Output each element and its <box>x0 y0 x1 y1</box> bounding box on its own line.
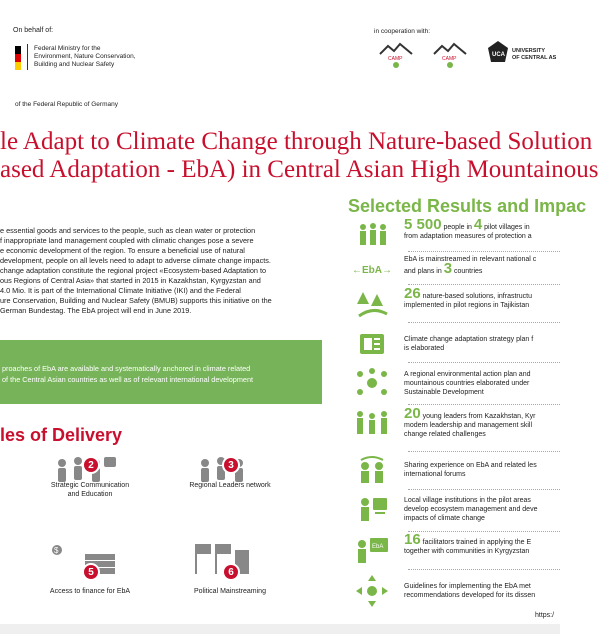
result-text: change related challenges <box>404 431 486 438</box>
result-divider <box>408 489 560 490</box>
result-item <box>350 494 560 524</box>
result-text: facilitators trained in applying the E <box>420 539 532 546</box>
delivery-badge: 2 <box>82 456 100 474</box>
eba-arrows-icon: ←EbA→ <box>352 264 392 276</box>
delivery-badge: 6 <box>222 563 240 581</box>
network-nodes-icon <box>350 368 394 398</box>
result-big-number: 5 500 <box>404 216 442 233</box>
svg-text:CAMP: CAMP <box>442 56 457 62</box>
result-text: EbA is mainstreamed in relevant national c <box>404 256 537 263</box>
result-item <box>350 255 560 285</box>
result-text: from adaptation measures of protection a <box>404 233 532 240</box>
delivery-label: Political Mainstreaming <box>194 588 266 595</box>
result-text: young leaders from Kazakhstan, Kyr <box>420 413 536 420</box>
intro-line: German Bundestag. The EbA project will end in June 2019. <box>0 306 192 315</box>
german-eagle-logo <box>15 46 21 70</box>
strategy-document-icon <box>350 329 394 359</box>
result-text: develop ecosystem management and deve <box>404 506 538 513</box>
ucu-line2: OF CENTRAL AS <box>512 55 557 61</box>
result-text: is elaborated <box>404 345 445 352</box>
result-divider <box>408 531 560 532</box>
ucu-logo <box>487 40 509 64</box>
objective-box <box>0 340 322 404</box>
result-text: international forums <box>404 471 466 478</box>
delivery-badge: 5 <box>82 563 100 581</box>
result-text: modern leadership and management skill <box>404 422 533 429</box>
footer-url[interactable]: https:/ <box>535 612 555 619</box>
sharing-experience-icon <box>350 457 394 487</box>
village-institution-icon <box>350 494 394 524</box>
result-text: Sharing experience on EbA and related les <box>404 462 537 469</box>
result-item <box>350 329 560 359</box>
ministry-line1: Federal Ministry for the <box>34 45 101 52</box>
intro-line: e economic development of the region. To ensure a beneficial use of natural <box>0 246 245 255</box>
result-item <box>350 368 560 398</box>
delivery-heading: les of Delivery <box>0 425 123 445</box>
result-divider <box>408 322 560 323</box>
result-text: and plans in <box>404 268 444 275</box>
camp-kuhiston-logo <box>432 40 468 70</box>
result-text: mountainous countries elaborated under <box>404 380 530 387</box>
result-text: impacts of climate change <box>404 515 485 522</box>
camp-alatoo-logo <box>378 40 414 70</box>
objective-line1: proaches of EbA are available and systematically anchored in climate related <box>2 364 251 373</box>
delivery-label: Strategic Communication <box>50 482 130 489</box>
on-behalf-label: On behalf of: <box>13 27 54 34</box>
result-text: Guidelines for implementing the EbA met <box>404 583 531 590</box>
result-text: people in <box>441 224 474 231</box>
objective-line2: of the Central Asian countries as well as of relevant international development <box>2 375 254 384</box>
ministry-line3: Building and Nuclear Safety <box>34 61 115 68</box>
title-line1: le Adapt to Climate Change through Nature-based Solution <box>0 128 593 155</box>
result-text: A regional environmental action plan and <box>404 371 531 378</box>
result-divider <box>408 569 560 570</box>
result-text: Local village institutions in the pilot areas <box>404 497 531 504</box>
delivery-label: Access to finance for EbA <box>49 588 131 595</box>
intro-line: 4.0 Mio. It is part of the International Climate Initiative (IKI) and the Federal <box>0 286 241 295</box>
intro-line: f inappropriate land management coupled with climatic changes pose a severe <box>0 236 254 245</box>
results-heading: Selected Results and Impac <box>348 196 587 216</box>
result-divider <box>408 284 560 285</box>
logo-divider <box>27 44 28 70</box>
intro-line: ure Conservation, Building and Nuclear Safety (BMUB) supports this initiative on the <box>0 296 272 305</box>
result-item <box>350 576 560 606</box>
result-divider <box>408 251 560 252</box>
republic-label: of the Federal Republic of Germany <box>15 101 118 108</box>
svg-text:CAMP: CAMP <box>388 56 403 62</box>
svg-text:UCA: UCA <box>492 52 505 58</box>
facilitator-training-icon <box>350 535 394 565</box>
result-big-number: 20 <box>404 405 421 422</box>
result-text: nature-based solutions, infrastructu <box>420 293 532 300</box>
result-item <box>350 457 560 487</box>
result-item <box>350 285 560 319</box>
svg-text:$: $ <box>54 546 59 555</box>
ministry-line2: Environment, Nature Conservation, <box>34 53 136 60</box>
intro-text <box>0 226 330 316</box>
result-item <box>350 216 560 250</box>
result-text: implemented in pilot regions in Tajikistan <box>404 302 530 309</box>
result-big-number: 16 <box>404 531 421 548</box>
intro-line: change adaptation constitute the regional project «Ecosystem-based Adaptation to <box>0 266 267 275</box>
villagers-icon <box>350 220 394 250</box>
young-leaders-icon <box>350 409 394 439</box>
trees-road-icon <box>350 289 394 319</box>
title-line2: ased Adaptation - EbA) in Central Asian High Mountainous <box>0 156 599 183</box>
result-text: pilot villages in <box>482 224 530 231</box>
result-divider <box>408 362 560 363</box>
eba-icon-label: EbA <box>362 264 382 276</box>
result-divider <box>408 451 560 452</box>
delivery-label: and Education <box>67 491 113 498</box>
intro-line: development, people on all levels need to adapt to adverse climate change impacts. <box>0 256 271 265</box>
cooperation-label: in cooperation with: <box>374 28 431 35</box>
result-text: Climate change adaptation strategy plan f <box>404 336 534 343</box>
result-text: recommendations developed for its dissen <box>404 592 536 599</box>
result-big-number: 26 <box>404 285 421 302</box>
bottom-strip <box>0 624 560 634</box>
guidelines-arrows-icon <box>350 576 394 606</box>
political-flags-icon <box>185 540 255 580</box>
ucu-line1: UNIVERSITY <box>512 48 546 54</box>
result-big-number: 3 <box>443 260 453 277</box>
result-item <box>350 531 560 565</box>
delivery-badge: 3 <box>222 456 240 474</box>
result-text: together with communities in Kyrgyzstan <box>404 548 530 555</box>
delivery-label: Regional Leaders network <box>189 482 271 489</box>
result-text: Sustainable Development <box>404 389 484 396</box>
result-text: countries <box>452 268 483 275</box>
svg-text:EbA: EbA <box>372 544 384 550</box>
result-big-number: 4 <box>473 216 483 233</box>
result-item <box>350 405 560 439</box>
intro-line: ous Regions of Central Asia» that started in 2015 in Kazakhstan, Kyrgyzstan and <box>0 276 261 285</box>
intro-line: e essential goods and services to the people, such as clean water or protection <box>0 226 256 235</box>
result-divider <box>408 404 560 405</box>
